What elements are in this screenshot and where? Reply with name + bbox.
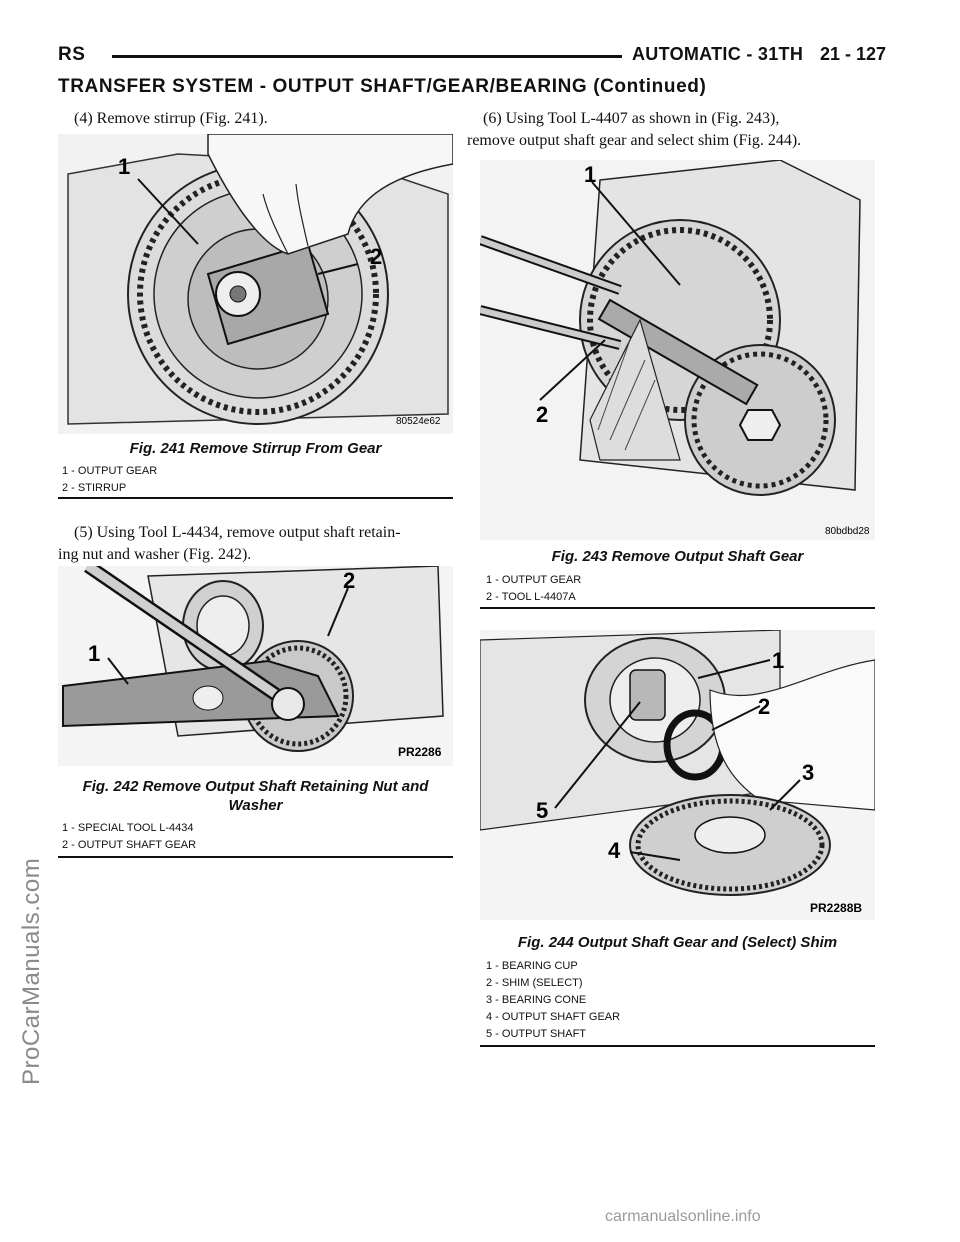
fig-244-legend-item-1: 1 - BEARING CUP: [486, 960, 578, 972]
section-title: TRANSFER SYSTEM - OUTPUT SHAFT/GEAR/BEARING (Continued): [58, 76, 707, 97]
fig-241-caption: Fig. 241 Remove Stirrup From Gear: [129, 440, 382, 457]
fig-242-caption-line-1: Fig. 242 Remove Output Shaft Retaining Nut and: [82, 778, 429, 795]
fig-244-callout-3: 3: [802, 760, 815, 785]
step-6-text-line-1: (6) Using Tool L-4407 as shown in (Fig. 243),: [483, 110, 780, 127]
fig-244-legend-item-3: 3 - BEARING CONE: [486, 994, 587, 1006]
fig-244-illustration: [480, 630, 875, 920]
step-5-text-line-2: ing nut and washer (Fig. 242).: [58, 546, 252, 563]
fig-242-callout-1: 1: [88, 641, 101, 666]
fig-242-legend-item-1: 1 - SPECIAL TOOL L-4434: [62, 822, 194, 834]
fig-244-callout-2: 2: [758, 694, 771, 719]
fig-244-legend-item-4: 4 - OUTPUT SHAFT GEAR: [486, 1011, 621, 1023]
step-4-text: (4) Remove stirrup (Fig. 241).: [74, 110, 268, 127]
fig-242-legend-item-2: 2 - OUTPUT SHAFT GEAR: [62, 839, 197, 851]
fig-244-legend-item-2: 2 - SHIM (SELECT): [486, 977, 583, 989]
fig-243-legend-item-1: 1 - OUTPUT GEAR: [486, 574, 582, 586]
fig-242-caption: [58, 777, 453, 815]
fig-242-rule: [58, 856, 453, 858]
header-rule: [112, 55, 622, 58]
fig-243-legend-item-2: 2 - TOOL L-4407A: [486, 591, 576, 603]
fig-244-legend: [486, 958, 620, 1043]
fig-243-callout-2: 2: [536, 402, 549, 427]
fig-241-legend: [62, 463, 157, 497]
fig-241-legend-item-1: 1 - OUTPUT GEAR: [62, 465, 158, 477]
fig-242-legend: [62, 820, 196, 854]
fig-244-caption: Fig. 244 Output Shaft Gear and (Select) Shim: [517, 934, 838, 951]
step-6-text-line-2: remove output shaft gear and select shim (Fig. 244).: [467, 132, 802, 149]
fig-243-rule: [480, 607, 875, 609]
fig-243-caption: Fig. 243 Remove Output Shaft Gear: [551, 548, 804, 565]
fig-242-illustration: [58, 566, 453, 766]
fig-244-callout-1: 1: [772, 648, 785, 673]
page-number: 21 - 127: [820, 44, 887, 64]
fig-241-illustration: [58, 134, 453, 434]
fig-243-callout-1: 1: [584, 162, 597, 187]
fig-241-code: 80524e62: [396, 416, 441, 427]
fig-244-callout-5: 5: [536, 798, 549, 823]
watermark: ProCarManuals.com: [18, 857, 45, 1085]
fig-242-callout-2: 2: [343, 568, 356, 593]
fig-243-legend: [486, 572, 581, 606]
chapter-title: AUTOMATIC - 31TH: [632, 44, 804, 64]
step-5-text-line-1: (5) Using Tool L-4434, remove output shaft retain-: [74, 524, 401, 541]
section-code: RS: [58, 44, 86, 65]
fig-244-rule: [480, 1045, 875, 1047]
fig-244-callout-4: 4: [608, 838, 621, 863]
fig-241-rule: [58, 497, 453, 499]
fig-242-caption-line-2: Washer: [228, 797, 283, 814]
fig-243-code: 80bdbd28: [825, 526, 870, 537]
fig-243-drawing: [480, 160, 875, 540]
fig-241-drawing: [58, 134, 453, 434]
fig-242-code: PR2286: [398, 745, 442, 759]
fig-241-callout-1: 1: [118, 154, 131, 179]
fig-241-callout-2: 2: [370, 244, 383, 269]
fig-244-legend-item-5: 5 - OUTPUT SHAFT: [486, 1028, 587, 1040]
fig-243-illustration: [480, 160, 875, 540]
fig-241-legend-item-2: 2 - STIRRUP: [62, 482, 127, 494]
fig-244-drawing: [480, 630, 875, 920]
fig-244-code: PR2288B: [810, 901, 863, 915]
footer-site[interactable]: carmanualsonline.info: [605, 1208, 761, 1225]
fig-242-drawing: [58, 566, 453, 766]
